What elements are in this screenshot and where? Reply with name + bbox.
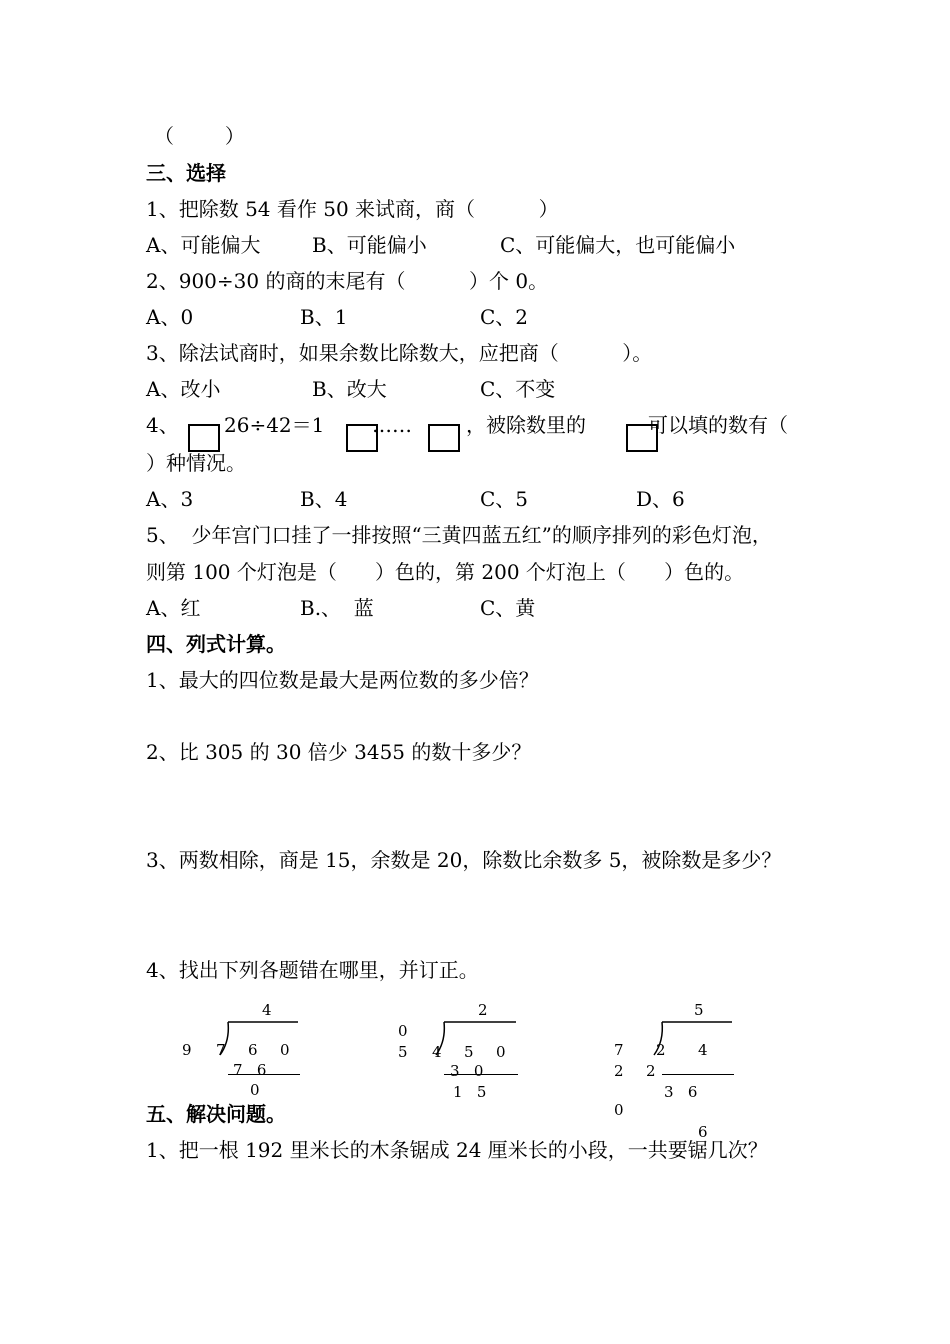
q3-4-option-b: B、4 <box>300 487 348 511</box>
subtraction-line <box>444 1074 518 1075</box>
dividend-digit: 0 <box>280 1041 290 1059</box>
q5-1-text: 1、把一根 192 里米长的木条锯成 24 厘米长的小段，一共要锯几次？ <box>146 1138 768 1162</box>
remainder: 6 <box>698 1123 708 1141</box>
q3-4-option-a: A、3 <box>146 487 194 511</box>
division-bracket <box>428 1021 520 1057</box>
dividend-digit: 5 <box>464 1043 474 1061</box>
q3-5-option-a: A、红 <box>146 596 201 620</box>
divisor: 7 <box>614 1041 624 1059</box>
partial-product: 3 6 <box>664 1083 698 1101</box>
q4-3-text: 3、两数相除，商是 15，余数是 20，除数比余数多 5，被除数是多少？ <box>146 848 782 872</box>
q3-5-option-b: B.、 蓝 <box>300 596 374 620</box>
blank-box <box>188 424 220 452</box>
quotient: 2 <box>478 1001 488 1019</box>
remainder: 0 <box>614 1101 624 1119</box>
remainder: 1 5 <box>453 1083 487 1101</box>
q3-4-option-d: D、6 <box>636 487 685 511</box>
q3-2-option-c: C、2 <box>480 305 529 329</box>
q3-5-line2: 则第 100 个灯泡是（ ）色的，第 200 个灯泡上（ ）色的。 <box>146 560 745 584</box>
q3-3-option-a: A、改小 <box>146 377 221 401</box>
partial-product: 3 0 <box>450 1062 484 1080</box>
q3-4-option-c: C、5 <box>480 487 529 511</box>
q3-4-number: 4、 <box>146 413 179 437</box>
q3-4-line2: ）种情况。 <box>146 451 246 475</box>
divisor: 5 <box>398 1043 408 1061</box>
stray-digit: 0 <box>398 1022 408 1040</box>
dividend-digit: 4 <box>698 1041 708 1059</box>
q4-1-text: 1、最大的四位数是最大是两位数的多少倍？ <box>146 668 539 692</box>
q3-2-option-a: A、0 <box>146 305 194 329</box>
q4-2-text: 2、比 305 的 30 倍少 3455 的数十多少？ <box>146 740 532 764</box>
q3-1-option-b: B、可能偏小 <box>312 233 427 257</box>
q3-4-end: 可以填的数有（ <box>648 413 788 437</box>
dividend-digit: 6 <box>248 1041 258 1059</box>
partial-product: 2 <box>646 1062 656 1080</box>
divisor: 9 <box>182 1041 192 1059</box>
q3-4-dots: …… <box>372 413 412 437</box>
blank-box <box>428 424 460 452</box>
q3-4-equation: 26÷42＝1 <box>224 413 325 437</box>
q3-2-option-b: B、1 <box>300 305 348 329</box>
section-3-title: 三、选择 <box>146 161 226 185</box>
dividend-digit: 7 <box>216 1041 226 1059</box>
q3-3-text: 3、除法试商时，如果余数比除数大，应把商（ ）。 <box>146 341 653 365</box>
dividend-digit: 0 <box>496 1043 506 1061</box>
remainder: 0 <box>250 1081 260 1099</box>
quotient: 5 <box>694 1001 704 1019</box>
partial-product: 7 6 <box>233 1061 267 1079</box>
q3-3-option-c: C、不变 <box>480 377 556 401</box>
section-4-title: 四、列式计算。 <box>146 632 286 656</box>
stray-digit: 2 <box>614 1062 624 1080</box>
q3-2-text: 2、900÷30 的商的末尾有（ ）个 0。 <box>146 269 549 293</box>
q3-5-option-c: C、黄 <box>480 596 536 620</box>
q3-1-option-a: A、可能偏大 <box>146 233 261 257</box>
q4-4-text: 4、找出下列各题错在哪里，并订正。 <box>146 958 479 982</box>
blank-parenthesis: （ ） <box>154 124 245 148</box>
q3-4-tail: ，被除数里的 <box>466 413 586 437</box>
dividend-digit: 2 <box>656 1041 666 1059</box>
quotient: 4 <box>262 1001 272 1019</box>
dividend-digit: 4 <box>432 1043 442 1061</box>
subtraction-line <box>228 1074 300 1075</box>
q3-5-line1: 5、 少年宫门口挂了一排按照“三黄四蓝五红”的顺序排列的彩色灯泡， <box>146 523 772 547</box>
q3-1-option-c: C、可能偏大，也可能偏小 <box>500 233 736 257</box>
q3-1-text: 1、把除数 54 看作 50 来试商，商（ ） <box>146 197 559 221</box>
section-5-title: 五、解决问题。 <box>146 1102 286 1126</box>
subtraction-line <box>662 1074 734 1075</box>
q3-3-option-b: B、改大 <box>312 377 387 401</box>
